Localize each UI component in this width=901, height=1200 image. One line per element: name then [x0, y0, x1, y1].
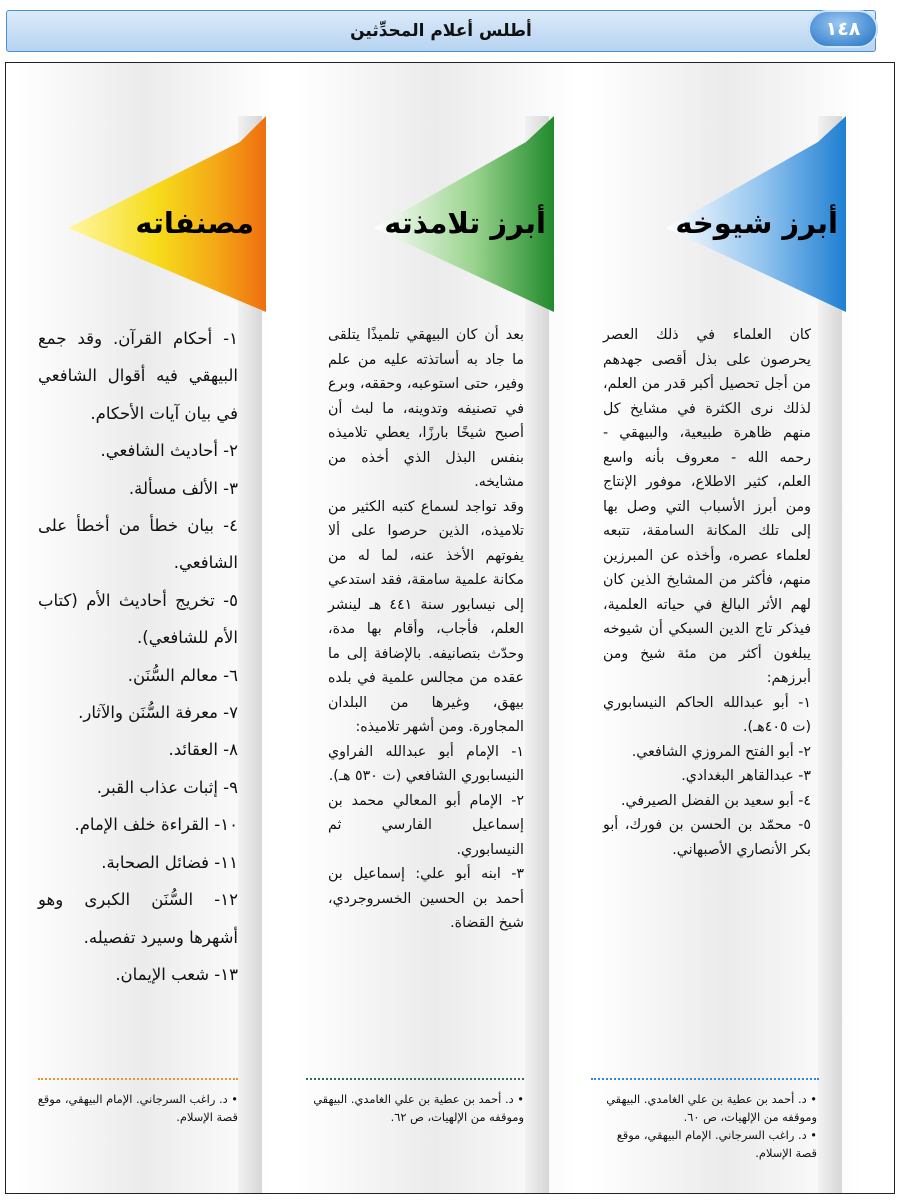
students-title: أبرز تلامذته — [384, 206, 546, 240]
works-footnotes — [36, 1090, 238, 1126]
works-column — [16, 63, 271, 1193]
teachers-item: ١- أبو عبدالله الحاكم النيسابوري (ت ٤٠٥هـ). — [603, 694, 811, 735]
teachers-footnotes — [595, 1090, 817, 1162]
students-paragraph: وقد تواجد لسماع كتبه الكثير من تلاميذه، الذين حرصوا على ألا يفوتهم الأخذ عنه، لما له من مكانة علمية سامقة، فقد استدعي إلى نيسابور سنة ٤٤١ هـ لينشر العلم، فأجاب، وأقام بها مدة، وحدّث بتصانيفه. بالإضافة إلى ما عقده من مجالس علمية في بلده بيهق، وغيرها من البلدان المجاورة. ومن أشهر تلاميذه: — [328, 498, 524, 735]
teachers-body — [603, 323, 811, 862]
teachers-footnote: • د. راغب السرجاني. الإمام البيهقي، موقع قصة الإسلام. — [616, 1128, 817, 1160]
works-title: مصنفاته — [135, 206, 254, 240]
students-divider — [306, 1078, 524, 1080]
teachers-title: أبرز شيوخه — [675, 206, 838, 240]
works-item: ٦- معالم السُّنَن. — [127, 665, 238, 685]
works-item: ١٢- السُّنَن الكبرى وهو أشهرها وسيرد تفصيله. — [38, 890, 238, 947]
teachers-item: ٣- عبدالقاهر البغدادي. — [681, 768, 811, 784]
students-footnote: • د. أحمد بن عطية بن علي الغامدي. البيهقي وموقفه من الإلهيات، ص ٦٢. — [313, 1092, 524, 1124]
students-footnotes — [302, 1090, 524, 1126]
teachers-divider — [591, 1078, 819, 1080]
students-item: ١- الإمام أبو عبدالله الفراوي النيسابوري الشافعي (ت ٥٣٠ هـ). — [328, 743, 524, 784]
students-column — [296, 63, 576, 1193]
works-item: ٤- بيان خطأ من أخطأ على الشافعي. — [38, 516, 238, 573]
page-number: ١٤٨ — [808, 10, 878, 48]
teachers-banner — [666, 116, 846, 312]
works-item: ٣- الألف مسألة. — [128, 478, 238, 498]
works-item: ١٠- القراءة خلف الإمام. — [74, 815, 238, 835]
works-item: ١١- فضائل الصحابة. — [101, 852, 238, 872]
works-banner — [68, 116, 266, 312]
works-list — [38, 320, 238, 993]
works-divider — [38, 1078, 238, 1080]
works-footnote: • د. راغب السرجاني. الإمام البيهقي، موقع قصة الإسلام. — [37, 1092, 238, 1124]
students-intro: بعد أن كان البيهقي تلميذًا يتلقى ما جاد به أساتذته عليه من علم وفير، حتى استوعبه، وحققه، وبرع في تصنيفه وتدوينه، ما لبث أن أصبح شيخًا بارزًا، يعطي تلاميذه بنفس البذل الذي أخذه من مشايخه. — [328, 327, 524, 490]
works-item: ٨- العقائد. — [168, 740, 238, 760]
works-item: ١٣- شعب الإيمان. — [115, 964, 238, 984]
content-frame — [5, 62, 895, 1194]
teachers-item: ٢- أبو الفتح المروزي الشافعي. — [631, 743, 811, 760]
teachers-footnote: • د. أحمد بن عطية بن علي الغامدي. البيهقي وموقفه من الإلهيات، ص ٦٠. — [606, 1092, 817, 1124]
works-item: ٥- تخريج أحاديث الأم (كتاب الأم للشافعي). — [38, 590, 238, 648]
students-item: ٢- الإمام أبو المعالي محمد بن إسماعيل الفارسي ثم النيسابوري. — [328, 792, 524, 858]
teachers-item: ٥- محمّد بن الحسن بن فورك، أبو بكر الأنصاري الأصبهاني. — [603, 817, 811, 858]
students-body — [328, 323, 524, 936]
page-header — [6, 10, 876, 52]
teachers-intro: كان العلماء في ذلك العصر يحرصون على بذل أقصى جهدهم من أجل تحصيل أكبر قدر من العلم، لذلك نرى الكثرة في مشايخ كل منهم ظاهرة طبيعية، والبيهقي - رحمه الله - معروف بأنه واسع العلم، كثير الاطلاع، موفور الإنتاج ومن أبرز الأسباب التي وصل بها إلى تلك المكانة السامقة، تتبعه لعلماء عصره، وأخذه عن المبرزين منهم، فأكثر من المشايخ الذين كان لهم الأثر البالغ في حياته العلمية، فيذكر تاج الدين السبكي أن شيوخه يبلغون أكثر من مئة شيخ ومن أبرزهم: — [603, 327, 811, 686]
page-title: أطلس أعلام المحدِّثين — [350, 21, 532, 41]
works-item: ١- أحكام القرآن. وقد جمع البيهقي فيه أقوال الشافعي في بيان آيات الأحكام. — [38, 329, 238, 423]
works-item: ٩- إثبات عذاب القبر. — [96, 777, 238, 797]
works-item: ٢- أحاديث الشافعي. — [100, 441, 238, 461]
works-item: ٧- معرفة السُّنَن والآثار. — [78, 703, 238, 723]
students-banner — [374, 116, 554, 312]
teachers-item: ٤- أبو سعيد بن الفضل الصيرفي. — [620, 792, 811, 809]
students-item: ٣- ابنه أبو علي: إسماعيل بن أحمد بن الحسين الخسروجردي، شيخ القضاة. — [328, 866, 524, 931]
teachers-column — [591, 63, 861, 1193]
